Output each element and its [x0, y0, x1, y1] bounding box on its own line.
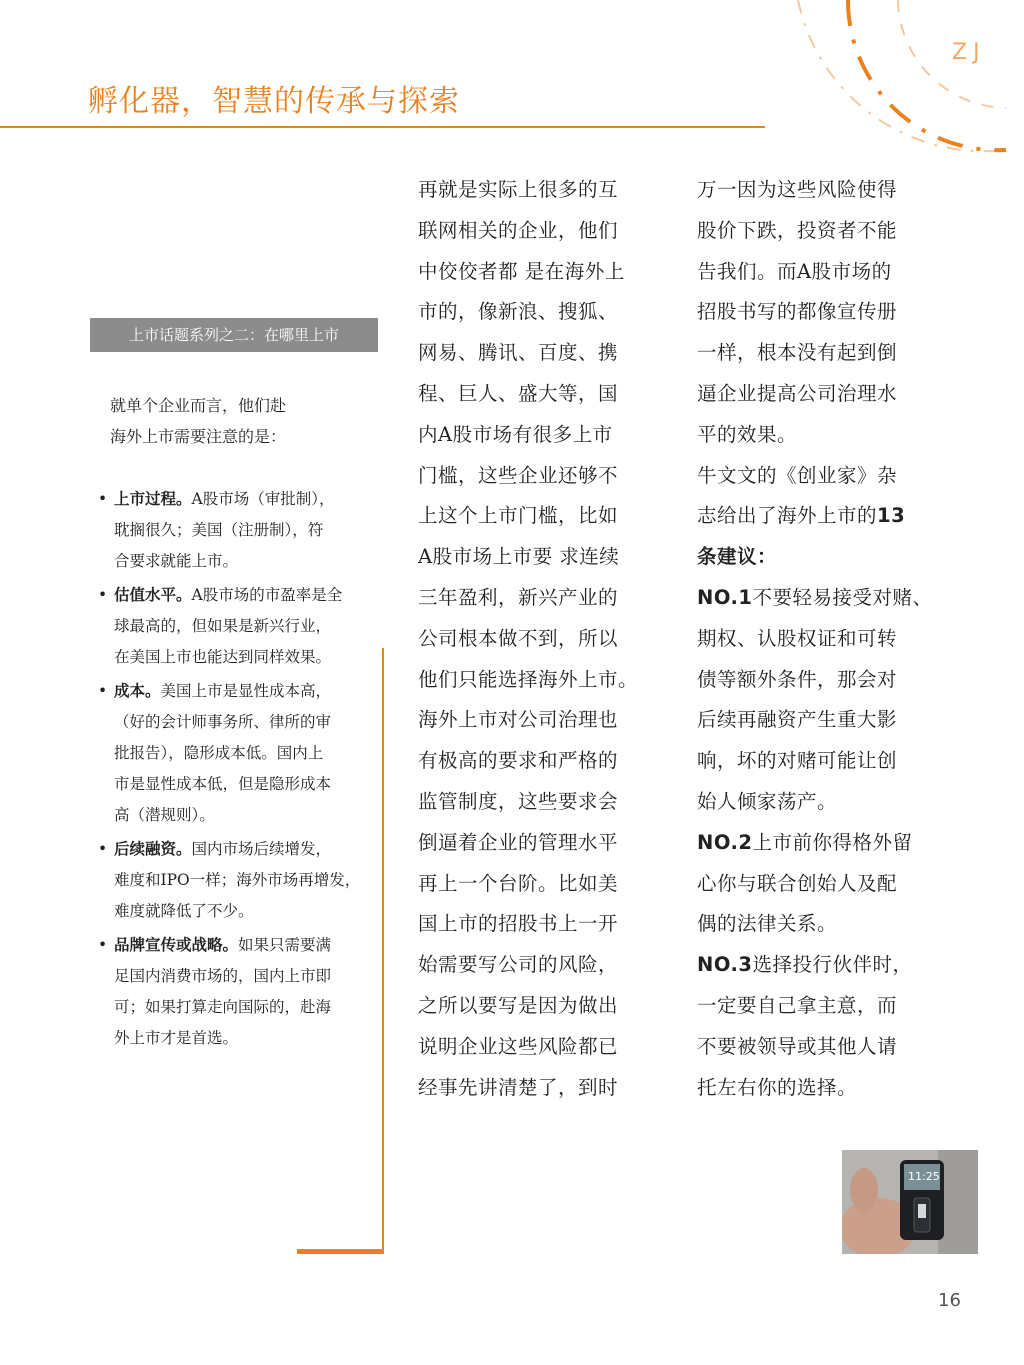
text-line: 倒逼着企业的管理水平 — [418, 830, 619, 854]
text-line: 始人倾家荡产。 — [697, 789, 838, 813]
page-title: 孵化器，智慧的传承与探索 — [88, 84, 460, 119]
text-line: 告我们。而A股市场的 — [697, 259, 892, 283]
text-line: 期权、认股权证和可转 — [697, 626, 898, 650]
text-line: 他们只能选择海外上市。 — [418, 667, 639, 691]
text-line: 国上市的招股书上一开 — [418, 912, 619, 936]
text-line: NO.3选择投行伙伴时， — [697, 953, 913, 977]
text-line: 再上一个台阶。比如美 — [418, 871, 619, 895]
bullet-heading: 估值水平。 — [114, 586, 192, 604]
brand-mark: ZJ — [952, 40, 986, 65]
text-line: 偶的法律关系。 — [697, 912, 838, 936]
suggestion-item — [697, 945, 959, 1108]
consideration-item — [96, 580, 396, 673]
bullet-dot: • — [98, 586, 108, 604]
header-rule — [0, 126, 765, 128]
bullet-heading: 成本。 — [114, 682, 161, 700]
bullet-line: 上市过程。A股市场（审批制）， — [114, 490, 335, 508]
suggestion-list — [697, 578, 959, 1108]
text-line: 监管制度，这些要求会 — [418, 789, 619, 813]
suggestion-count: 13 — [877, 504, 906, 528]
bullet-line: 球最高的，但如果是新兴行业， — [114, 617, 332, 635]
decorative-arc-icon — [770, 0, 1024, 180]
bullet-line: 估值水平。A股市场的市盈率是全 — [114, 586, 343, 604]
middle-column — [418, 170, 666, 1108]
bullet-line: 难度就降低了不少。 — [114, 902, 254, 920]
text-line: A股市场上市要 求连续 — [418, 545, 620, 569]
bullet-line: 高（潜规则）。 — [114, 806, 215, 824]
consideration-list — [96, 484, 396, 1057]
bullet-line: 耽搁很久；美国（注册制），符 — [114, 521, 324, 539]
bullet-heading: 品牌宣传或战略。 — [114, 936, 239, 954]
text-line: 经事先讲清楚了，到时 — [418, 1075, 619, 1099]
consideration-item — [96, 484, 396, 577]
text-line: 万一因为这些风险使得 — [697, 178, 898, 201]
suggestion-label: NO.2 — [697, 830, 753, 854]
text-line: 托左右你的选择。 — [697, 1075, 858, 1099]
bullet-line: 成本。美国上市是显性成本高， — [114, 682, 332, 700]
consideration-item — [96, 930, 396, 1054]
text-line: 网易、腾讯、百度、携 — [418, 341, 619, 365]
suggestion-label: NO.1 — [697, 585, 753, 609]
text-line: 债等额外条件，那会对 — [697, 667, 898, 691]
text-line: 公司根本做不到，所以 — [418, 626, 619, 650]
suggestion-label: NO.3 — [697, 953, 753, 977]
consideration-item — [96, 834, 396, 927]
text-line: 后续再融资产生重大影 — [697, 708, 898, 732]
bullet-heading: 后续融资。 — [114, 840, 192, 858]
text-line: 有极高的要求和严格的 — [418, 749, 619, 773]
bullet-line: 在美国上市也能达到同样效果。 — [114, 648, 332, 666]
text-line: 中佼佼者都 是在海外上 — [418, 259, 625, 283]
text-line: 始需要写公司的风险， — [418, 953, 619, 977]
series-tag: 上市话题系列之二：在哪里上市 — [90, 318, 378, 352]
consideration-item — [96, 676, 396, 831]
text-line: 门槛，这些企业还够不 — [418, 463, 619, 487]
text-line: 招股书写的都像宣传册 — [697, 300, 898, 324]
device-illustration-icon — [842, 1150, 978, 1254]
intro-line: 就单个企业而言，他们赴 — [110, 396, 287, 415]
text-line: 内A股市场有很多上市 — [418, 422, 613, 446]
bullet-line: 合要求就能上市。 — [114, 552, 239, 570]
bullet-dot: • — [98, 490, 108, 508]
text-line: 之所以要写是因为做出 — [418, 993, 619, 1017]
bullet-line: 市是显性成本低，但是隐形成本 — [114, 775, 332, 793]
bullet-line: 外上市才是首选。 — [114, 1029, 239, 1047]
text-line: 海外上市对公司治理也 — [418, 708, 619, 732]
sidebar-intro — [110, 390, 390, 452]
text-line: 不要被领导或其他人请 — [697, 1034, 898, 1058]
text-line: 志给出了海外上市的13 — [697, 504, 906, 528]
text-line: NO.2上市前你得格外留 — [697, 830, 913, 854]
bullet-line: 难度和IPO一样；海外市场再增发， — [114, 871, 361, 889]
text-line: 市的，像新浪、搜狐、 — [418, 300, 619, 324]
text-line: 一定要自己拿主意，而 — [697, 993, 898, 1017]
bullet-dot: • — [98, 840, 108, 858]
bullet-line: （好的会计师事务所、律所的审 — [114, 713, 332, 731]
right-column — [697, 170, 959, 1108]
bullet-line: 后续融资。国内市场后续增发， — [114, 840, 332, 858]
text-line: 上这个上市门槛，比如 — [418, 504, 619, 528]
sidebar-rule — [382, 648, 384, 1252]
page-number: 16 — [938, 1290, 961, 1311]
right-paragraph-1 — [697, 170, 959, 456]
text-line: 条建议： — [697, 545, 778, 569]
wearable-device-photo — [842, 1150, 978, 1254]
text-line: 牛文文的《创业家》杂 — [697, 463, 898, 487]
text-line: 心你与联合创始人及配 — [697, 871, 898, 895]
bullet-line: 足国内消费市场的，国内上市即 — [114, 967, 332, 985]
text-line: 三年盈利，新兴产业的 — [418, 585, 619, 609]
bullet-line: 批报告），隐形成本低。国内上 — [114, 744, 324, 762]
text-line: 说明企业这些风险都已 — [418, 1034, 619, 1058]
right-paragraph-2 — [697, 456, 959, 578]
device-clock: 11:25 — [908, 1170, 940, 1183]
text-line: 联网相关的企业，他们 — [418, 218, 619, 242]
intro-line: 海外上市需要注意的是： — [110, 427, 287, 446]
suggestion-item — [697, 823, 959, 945]
text-line: 一样，根本没有起到倒 — [697, 341, 898, 365]
text-line: NO.1不要轻易接受对赌、 — [697, 585, 933, 609]
bullet-heading: 上市过程。 — [114, 490, 192, 508]
bullet-dot: • — [98, 682, 108, 700]
bullet-line: 可；如果打算走向国际的，赴海 — [114, 998, 332, 1016]
bullet-dot: • — [98, 936, 108, 954]
text-line: 程、巨人、盛大等，国 — [418, 381, 619, 405]
text-line: 股价下跌，投资者不能 — [697, 218, 898, 242]
text-line: 再就是实际上很多的互 — [418, 178, 619, 201]
text-line: 逼企业提高公司治理水 — [697, 381, 898, 405]
suggestion-item — [697, 578, 959, 823]
bullet-line: 品牌宣传或战略。如果只需要满 — [114, 936, 332, 954]
text-line: 平的效果。 — [697, 422, 798, 446]
sidebar-bottom-bar — [297, 1249, 384, 1254]
text-line: 响，坏的对赌可能让创 — [697, 749, 898, 773]
